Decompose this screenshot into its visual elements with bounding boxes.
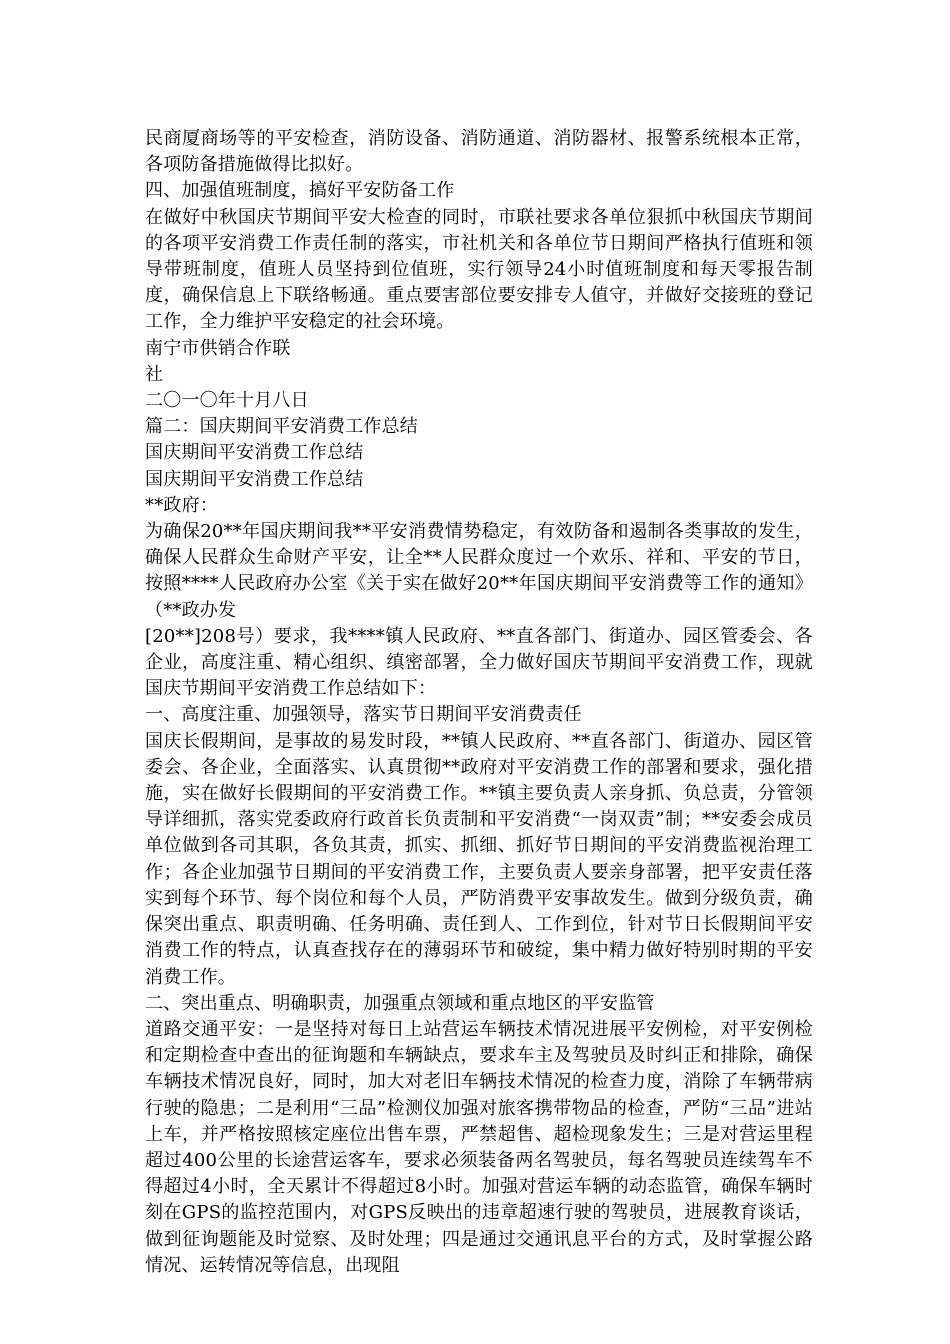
- document-title: 国庆期间平安消费工作总结: [145, 442, 364, 464]
- paragraph: 在做好中秋国庆节期间平安大检查的同时，市联社要求各单位狠抓中秋国庆节期间的各项平安消费工作责任制的落实，市社机关和各单位节日期间严格执行值班和领导带班制度，值班人员坚持到位值班，实行领导24小时值班制度和每天零报告制度，确保信息上下联络畅通。重点要害部位要安排专人值守，并做好交接班的登记工作，全力维护平安稳定的社会环境。: [145, 206, 813, 333]
- chapter-heading: 篇二：国庆期间平安消费工作总结: [145, 416, 418, 438]
- paragraph: 国庆长假期间，是事故的易发时段，**镇人民政府、**直各部门、街道办、园区管委会、各企业，全面落实、认真贯彻**政府对平安消费工作的部署和要求，强化措施，实在做好长假期间的平安消费工作。**镇主要负责人亲身抓、负总责，分管领导详细抓，落实党委政府行政首长负责制和平安消费“一岗双责”制；**安委会成员单位做到各司其职，各负其责，抓实、抓细、抓好节日期间的平安消费监视治理工作；各企业加强节日期间的平安消费工作，主要负责人要亲身部署，把平安责任落实到每个环节、每个岗位和每个人员，严防消费平安事故发生。做到分级负责，确保突出重点、职责明确、任务明确、责任到人、工作到位，针对节日长假期间平安消费工作的特点，认真查找存在的薄弱环节和破绽，集中精力做好特别时期的平安消费工作。: [145, 730, 813, 988]
- section-heading: 四、加强值班制度，搞好平安防备工作: [145, 180, 455, 202]
- signature-organization-continued: 社: [145, 363, 164, 385]
- signature-organization: 南宁市供销合作联: [145, 337, 291, 359]
- section-heading: 一、高度注重、加强领导，落实节日期间平安消费责任: [145, 704, 582, 726]
- paragraph: 道路交通平安：一是坚持对每日上站营运车辆技术情况进展平安例检，对平安例检和定期检查中查出的征询题和车辆缺点，要求车主及驾驶员及时纠正和排除，确保车辆技术情况良好，同时，加大对老旧车辆技术情况的检查力度，消除了车辆带病行驶的隐患；二是利用“三品”检测仪加强对旅客携带物品的检查，严防“三品”进站上车，并严格按照核定座位出售车票，严禁超售、超检现象发生；三是对营运里程超过400公里的长途营运客车，要求必须装备两名驾驶员，每名驾驶员连续驾车不得超过4小时，全天累计不得超过8小时。加强对营运车辆的动态监管，确保车辆时刻在GPS的监控范围内，对GPS反映出的违章超速行驶的驾驶员，进展教育谈话，做到征询题能及时觉察、及时处理；四是通过交通讯息平台的方式，及时掌握公路情况、运转情况等信息，出现阻: [145, 1018, 813, 1276]
- paragraph: 为确保20**年国庆期间我**平安消费情势稳定，有效防备和遏制各类事故的发生，确保人民群众生命财产平安，让全**人民群众度过一个欢乐、祥和、平安的节日，按照****人民政府办公室《关于实在做好20**年国庆期间平安消费等工作的通知》（**政办发: [145, 521, 813, 621]
- signature-date: 二〇一〇年十月八日: [145, 390, 309, 412]
- paragraph: 民商厦商场等的平安检查，消防设备、消防通道、消防器材、报警系统根本正常，各项防备措施做得比拟好。: [145, 128, 813, 176]
- section-heading: 二、突出重点、明确职责，加强重点领域和重点地区的平安监管: [145, 992, 655, 1014]
- salutation: **政府：: [145, 494, 218, 516]
- paragraph: [20**]208号）要求，我****镇人民政府、**直各部门、街道办、园区管委会、各企业，高度注重、精心组织、缜密部署，全力做好国庆节期间平安消费工作，现就国庆节期间平安消费工作总结如下：: [145, 625, 813, 700]
- document-title: 国庆期间平安消费工作总结: [145, 468, 364, 490]
- document-body: [145, 126, 813, 1279]
